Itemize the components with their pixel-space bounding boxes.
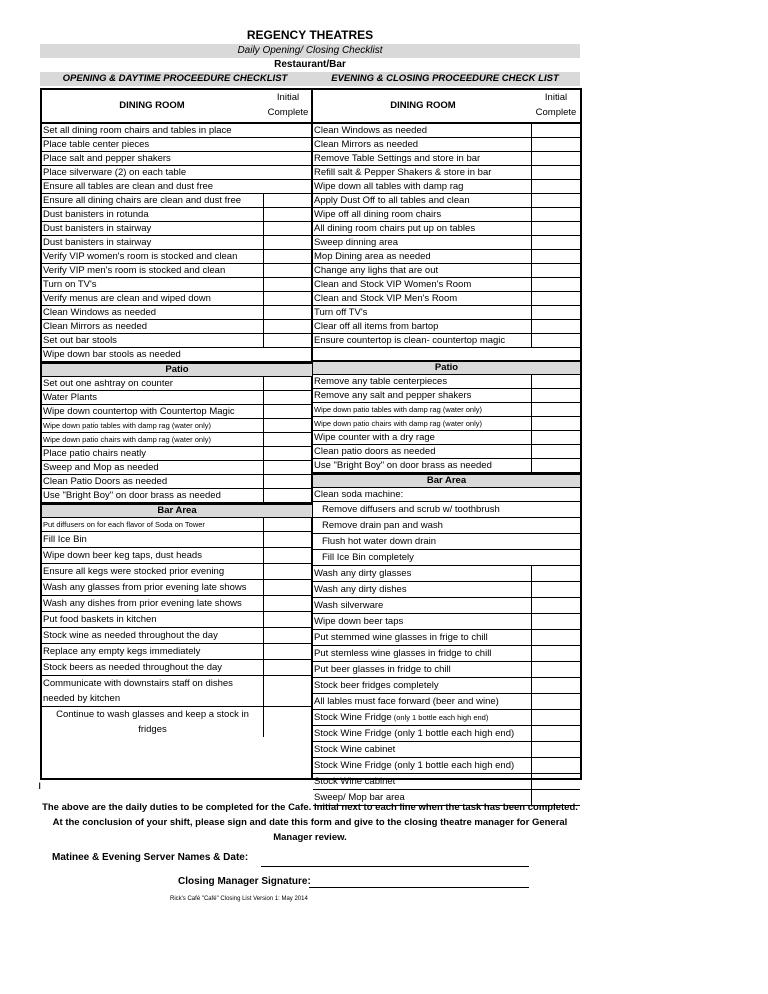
initial-box[interactable] — [531, 264, 580, 277]
task-label: Wash any dishes from prior evening late shows — [43, 598, 242, 609]
checklist-row — [313, 389, 580, 403]
checklist-row — [42, 391, 312, 405]
checklist-row — [42, 676, 312, 707]
dining-room-title: DINING ROOM — [390, 100, 456, 111]
task-label: Put stemless wine glasses in fridge to chill — [314, 648, 492, 659]
checklist-row — [313, 694, 580, 710]
initial-box[interactable] — [263, 489, 312, 502]
initial-box[interactable] — [263, 461, 312, 474]
initial-box[interactable] — [263, 208, 312, 221]
task-label: Remove any table centerpieces — [314, 376, 448, 387]
initial-box[interactable] — [531, 222, 580, 235]
section-headers — [40, 72, 580, 86]
initial-box[interactable] — [263, 292, 312, 305]
checklist-row — [313, 320, 580, 334]
initial-box[interactable] — [531, 758, 580, 773]
task-label: Remove drain pan and wash — [322, 520, 443, 531]
task-label: Ensure all kegs were stocked prior evening — [43, 566, 225, 577]
checklist-row — [42, 660, 312, 676]
initial-box[interactable] — [531, 417, 580, 430]
checklist-table — [40, 88, 582, 803]
checklist-row — [313, 138, 580, 152]
patio-section-header: Patio — [313, 360, 580, 375]
checklist-row — [42, 644, 312, 660]
initial-box[interactable] — [263, 264, 312, 277]
initial-box[interactable] — [263, 564, 312, 579]
opening-column — [42, 90, 312, 737]
initial-box[interactable] — [531, 389, 580, 402]
task-label: Wash any glasses from prior evening late shows — [43, 582, 247, 593]
task-label: Replace any empty kegs immediately — [43, 646, 201, 657]
location-label: Restaurant/Bar — [274, 59, 346, 70]
dining-room-title: DINING ROOM — [119, 100, 185, 111]
task-label: Water Plants — [43, 392, 98, 403]
task-label: Communicate with downstairs staff on dishes needed by kitchen — [43, 678, 233, 704]
footer-version: Rick's Café "Café" Closing List Version 1: May 2014 — [170, 896, 308, 902]
initial-box[interactable] — [263, 548, 312, 563]
task-label: Place table center pieces — [43, 139, 150, 150]
initial-box[interactable] — [263, 194, 312, 207]
initial-box[interactable] — [531, 250, 580, 263]
task-label: Clean soda machine: — [314, 489, 404, 500]
checklist-row — [42, 194, 312, 208]
checklist-row — [42, 532, 312, 548]
checklist-row — [42, 334, 312, 348]
checklist-row — [313, 208, 580, 222]
checklist-row — [42, 138, 312, 152]
task-label: Mop Dining area as needed — [314, 251, 431, 262]
task-label: Wipe down beer taps — [314, 616, 404, 627]
task-label: Put food baskets in kitchen — [43, 614, 157, 625]
task-label: Clean and Stock VIP Men's Room — [314, 293, 458, 304]
closing-column — [313, 90, 580, 806]
initial-box[interactable] — [531, 138, 580, 151]
checklist-row — [42, 405, 312, 419]
task-label: Clear off all items from bartop — [314, 321, 439, 332]
checklist-row — [313, 614, 580, 630]
task-label: Clean patio doors as needed — [314, 446, 436, 457]
checklist-row — [313, 774, 580, 790]
task-label: Wipe down countertop with Countertop Magic — [43, 406, 235, 417]
task-label: Wash silverware — [314, 600, 384, 611]
task-label: Place silverware (2) on each table — [43, 167, 187, 178]
checklist-row — [42, 278, 312, 292]
checklist-row — [313, 550, 580, 566]
checklist-row — [42, 447, 312, 461]
checklist-row — [313, 566, 580, 582]
initial-box[interactable] — [531, 320, 580, 333]
checklist-row — [42, 166, 312, 180]
initial-box[interactable] — [531, 124, 580, 137]
closing-column-header — [313, 90, 580, 124]
task-label: Ensure all dining chairs are clean and dust free — [43, 195, 242, 206]
checklist-row — [313, 582, 580, 598]
task-label: Stock beers as needed throughout the day — [43, 662, 223, 673]
task-label: Wipe counter with a dry rage — [314, 432, 435, 443]
server-names-line[interactable] — [261, 866, 529, 867]
checklist-row — [42, 348, 312, 362]
checklist-row — [42, 475, 312, 489]
task-label: Refill salt & Pepper Shakers & store in bar — [314, 167, 492, 178]
checklist-row — [313, 403, 580, 417]
task-label: Stock Wine Fridge (only 1 bottle each high end) — [314, 712, 489, 723]
blank-row — [313, 348, 580, 360]
checklist-row — [313, 502, 580, 518]
initial-box[interactable] — [263, 250, 312, 263]
task-label: Continue to wash glasses and keep a stock in fridges — [56, 709, 249, 735]
checklist-row — [42, 433, 312, 447]
initial-box[interactable] — [263, 532, 312, 547]
margin-mark: ı — [38, 778, 42, 792]
checklist-row — [42, 264, 312, 278]
checklist-row — [313, 292, 580, 306]
initial-box[interactable] — [263, 419, 312, 432]
checklist-row — [42, 548, 312, 564]
task-label: Use "Bright Boy" on door brass as needed — [43, 490, 221, 501]
closing-checklist-header: EVENING & CLOSING PROCEEDURE CHECK LIST — [331, 73, 559, 84]
task-label: Sweep/ Mop bar area — [314, 792, 405, 803]
task-label: Turn off TV's — [314, 307, 368, 318]
task-label: Dust banisters in stairway — [43, 223, 152, 234]
task-label: Verify VIP men's room is stocked and clean — [43, 265, 226, 276]
initial-box[interactable] — [263, 278, 312, 291]
server-names-label: Matinee & Evening Server Names & Date: — [52, 852, 249, 863]
opening-column-header — [42, 90, 312, 124]
checklist-row — [313, 518, 580, 534]
task-label: Wash any dirty dishes — [314, 584, 407, 595]
checklist-row — [313, 250, 580, 264]
manager-signature-label: Closing Manager Signature: — [178, 876, 311, 887]
task-label: Clean and Stock VIP Women's Room — [314, 279, 472, 290]
checklist-row — [42, 124, 312, 138]
task-label: Flush hot water down drain — [322, 536, 437, 547]
task-label: Turn on TV's — [43, 279, 97, 290]
initial-box[interactable] — [263, 518, 312, 531]
task-label: Stock beer fridges completely — [314, 680, 439, 691]
task-label: Set out bar stools — [43, 335, 117, 346]
initial-box[interactable] — [531, 194, 580, 207]
checklist-row — [42, 292, 312, 306]
checklist-row — [313, 194, 580, 208]
checklist-row — [42, 152, 312, 166]
document-title: REGENCY THEATRES — [246, 28, 374, 42]
task-label: Set all dining room chairs and tables in place — [43, 125, 232, 136]
checklist-row — [42, 707, 312, 737]
initial-box[interactable] — [531, 375, 580, 388]
initial-box[interactable] — [531, 334, 580, 347]
checklist-row — [313, 306, 580, 320]
task-label: Set out one ashtray on counter — [43, 378, 173, 389]
initial-box[interactable] — [263, 306, 312, 319]
task-label: Stock Wine Fridge (only 1 bottle each high end) — [314, 760, 515, 771]
checklist-row — [313, 726, 580, 742]
task-label: Remove any salt and pepper shakers — [314, 390, 472, 401]
checklist-row — [313, 124, 580, 138]
checklist-row — [42, 377, 312, 391]
initial-box[interactable] — [263, 320, 312, 333]
task-label: Wash any dirty glasses — [314, 568, 412, 579]
checklist-row — [313, 445, 580, 459]
task-label: Put stemmed wine glasses in frige to chill — [314, 632, 488, 643]
checklist-row — [42, 320, 312, 334]
checklist-row — [42, 236, 312, 250]
task-label: Wipe down bar stools as needed — [43, 349, 181, 360]
task-label: Sweep and Mop as needed — [43, 462, 159, 473]
checklist-row — [42, 419, 312, 433]
initial-box[interactable] — [263, 377, 312, 390]
task-label: Fill Ice Bin completely — [322, 552, 414, 563]
checklist-row — [313, 662, 580, 678]
task-label: Place salt and pepper shakers — [43, 153, 171, 164]
checklist-row — [313, 334, 580, 348]
task-label: Wipe down patio tables with damp rag (water only) — [43, 421, 211, 430]
initial-box[interactable] — [531, 180, 580, 193]
checklist-row — [42, 461, 312, 475]
task-label: All dining room chairs put up on tables — [314, 223, 476, 234]
initial-box[interactable] — [263, 660, 312, 675]
initial-box[interactable] — [531, 445, 580, 458]
task-label: Dust banisters in rotunda — [43, 209, 149, 220]
task-label: Stock wine as needed throughout the day — [43, 630, 218, 641]
task-label: Verify VIP women's room is stocked and clean — [43, 251, 238, 262]
task-label: Clean Mirrors as needed — [314, 139, 419, 150]
wine-note: (only 1 bottle each high end) — [391, 713, 489, 722]
checklist-row — [313, 459, 580, 473]
checklist-row — [42, 489, 312, 503]
task-label: Remove diffusers and scrub w/ toothbrush — [322, 504, 500, 515]
bar-section-header: Bar Area — [313, 473, 580, 488]
patio-section-header: Patio — [42, 362, 312, 377]
initial-box[interactable] — [531, 208, 580, 221]
initial-box[interactable] — [263, 707, 312, 737]
initial-box[interactable] — [531, 646, 580, 661]
instructions-note: The above are the daily duties to be completed for the Cafe. Initial next to each line when the task has been completed. At the conclusion of your shift, please sign and date this form and give to the closing theatre manager for General Manager review. — [42, 802, 578, 843]
task-label: All lables must face forward (beer and wine) — [314, 696, 499, 707]
task-label: Wipe down all tables with damp rag — [314, 181, 464, 192]
initial-box[interactable] — [531, 459, 580, 472]
initial-box[interactable] — [531, 662, 580, 677]
checklist-row — [313, 630, 580, 646]
initial-complete-label: Initial Complete — [535, 92, 577, 118]
task-label: Ensure countertop is clean- countertop magic — [314, 335, 506, 346]
checklist-row — [42, 208, 312, 222]
initial-box[interactable] — [531, 403, 580, 416]
task-label: Put diffusers on for each flavor of Soda on Tower — [43, 520, 205, 529]
checklist-row — [42, 306, 312, 320]
initial-box[interactable] — [263, 334, 312, 347]
initial-box[interactable] — [263, 447, 312, 460]
initial-box[interactable] — [531, 166, 580, 179]
initial-box[interactable] — [531, 742, 580, 757]
task-label: Verify menus are clean and wiped down — [43, 293, 211, 304]
initial-box[interactable] — [531, 774, 580, 789]
checklist-row — [313, 742, 580, 758]
checklist-row — [313, 236, 580, 250]
initial-box[interactable] — [531, 678, 580, 693]
initial-box[interactable] — [531, 306, 580, 319]
task-label: Dust banisters in stairway — [43, 237, 152, 248]
task-label: Wipe down patio chairs with damp rag (water only) — [314, 419, 482, 428]
initial-box[interactable] — [263, 475, 312, 488]
checklist-row — [313, 222, 580, 236]
initial-box[interactable] — [263, 676, 312, 706]
initial-box[interactable] — [263, 596, 312, 611]
initial-box[interactable] — [263, 644, 312, 659]
checklist-row — [42, 180, 312, 194]
checklist-row — [313, 678, 580, 694]
initial-box[interactable] — [531, 278, 580, 291]
initial-box[interactable] — [263, 580, 312, 595]
initial-box[interactable] — [531, 710, 580, 725]
checklist-row — [313, 417, 580, 431]
task-label: Remove Table Settings and store in bar — [314, 153, 481, 164]
checklist-row — [313, 166, 580, 180]
checklist-row — [313, 710, 580, 726]
checklist-row — [313, 180, 580, 194]
checklist-row — [313, 534, 580, 550]
checklist-row — [42, 564, 312, 580]
checklist-row — [313, 758, 580, 774]
task-label: Clean Mirrors as needed — [43, 321, 148, 332]
checklist-row — [42, 628, 312, 644]
initial-box[interactable] — [531, 694, 580, 709]
checklist-row — [42, 518, 312, 532]
initial-box[interactable] — [263, 628, 312, 643]
checklist-row — [313, 278, 580, 292]
initial-box[interactable] — [531, 630, 580, 645]
task-label: Use "Bright Boy" on door brass as needed — [314, 460, 492, 471]
task-label: Place patio chairs neatly — [43, 448, 146, 459]
initial-box[interactable] — [531, 726, 580, 741]
checklist-row — [42, 596, 312, 612]
checklist-row — [313, 646, 580, 662]
initial-box[interactable] — [263, 405, 312, 418]
task-label: Sweep dinning area — [314, 237, 398, 248]
initial-box[interactable] — [263, 612, 312, 627]
initial-box[interactable] — [531, 152, 580, 165]
document-subtitle: Daily Opening/ Closing Checklist — [40, 44, 580, 58]
initial-box[interactable] — [531, 431, 580, 444]
checklist-row — [42, 580, 312, 596]
task-label: Stock Wine cabinet — [314, 776, 396, 787]
bar-section-header: Bar Area — [42, 503, 312, 518]
initial-box[interactable] — [531, 292, 580, 305]
initial-box[interactable] — [263, 433, 312, 446]
task-label: Clean Patio Doors as needed — [43, 476, 168, 487]
task-label: Clean Windows as needed — [314, 125, 428, 136]
checklist-row — [42, 250, 312, 264]
initial-box[interactable] — [531, 566, 580, 581]
initial-box[interactable] — [531, 582, 580, 597]
checklist-row — [313, 264, 580, 278]
task-label: Ensure all tables are clean and dust free — [43, 181, 214, 192]
initial-box[interactable] — [531, 236, 580, 249]
initial-box[interactable] — [263, 391, 312, 404]
checklist-row — [313, 152, 580, 166]
checklist-row — [42, 612, 312, 628]
checklist-row — [42, 222, 312, 236]
task-label: Put beer glasses in fridge to chill — [314, 664, 451, 675]
checklist-row — [313, 598, 580, 614]
initial-box[interactable] — [531, 598, 580, 613]
task-label: Change any lighs that are out — [314, 265, 439, 276]
task-label: Stock Wine Fridge (only 1 bottle each high end) — [314, 728, 515, 739]
manager-signature-line[interactable] — [309, 887, 529, 888]
task-label: Wipe down patio chairs with damp rag (water only) — [43, 435, 211, 444]
checklist-row — [313, 431, 580, 445]
initial-box[interactable] — [263, 236, 312, 249]
initial-box[interactable] — [531, 614, 580, 629]
task-label: Stock Wine cabinet — [314, 744, 396, 755]
checklist-row — [313, 375, 580, 389]
opening-checklist-header: OPENING & DAYTIME PROCEEDURE CHECKLIST — [62, 73, 288, 84]
task-label: Clean Windows as needed — [43, 307, 157, 318]
initial-complete-label: Initial Complete — [267, 92, 309, 118]
initial-box[interactable] — [263, 222, 312, 235]
task-label: Wipe down patio tables with damp rag (water only) — [314, 405, 482, 414]
task-label: Fill Ice Bin — [43, 534, 87, 545]
checklist-row — [313, 488, 580, 502]
task-label: Wipe off all dining room chairs — [314, 209, 442, 220]
task-label: Apply Dust Off to all tables and clean — [314, 195, 470, 206]
task-label: Wipe down beer keg taps, dust heads — [43, 550, 202, 561]
